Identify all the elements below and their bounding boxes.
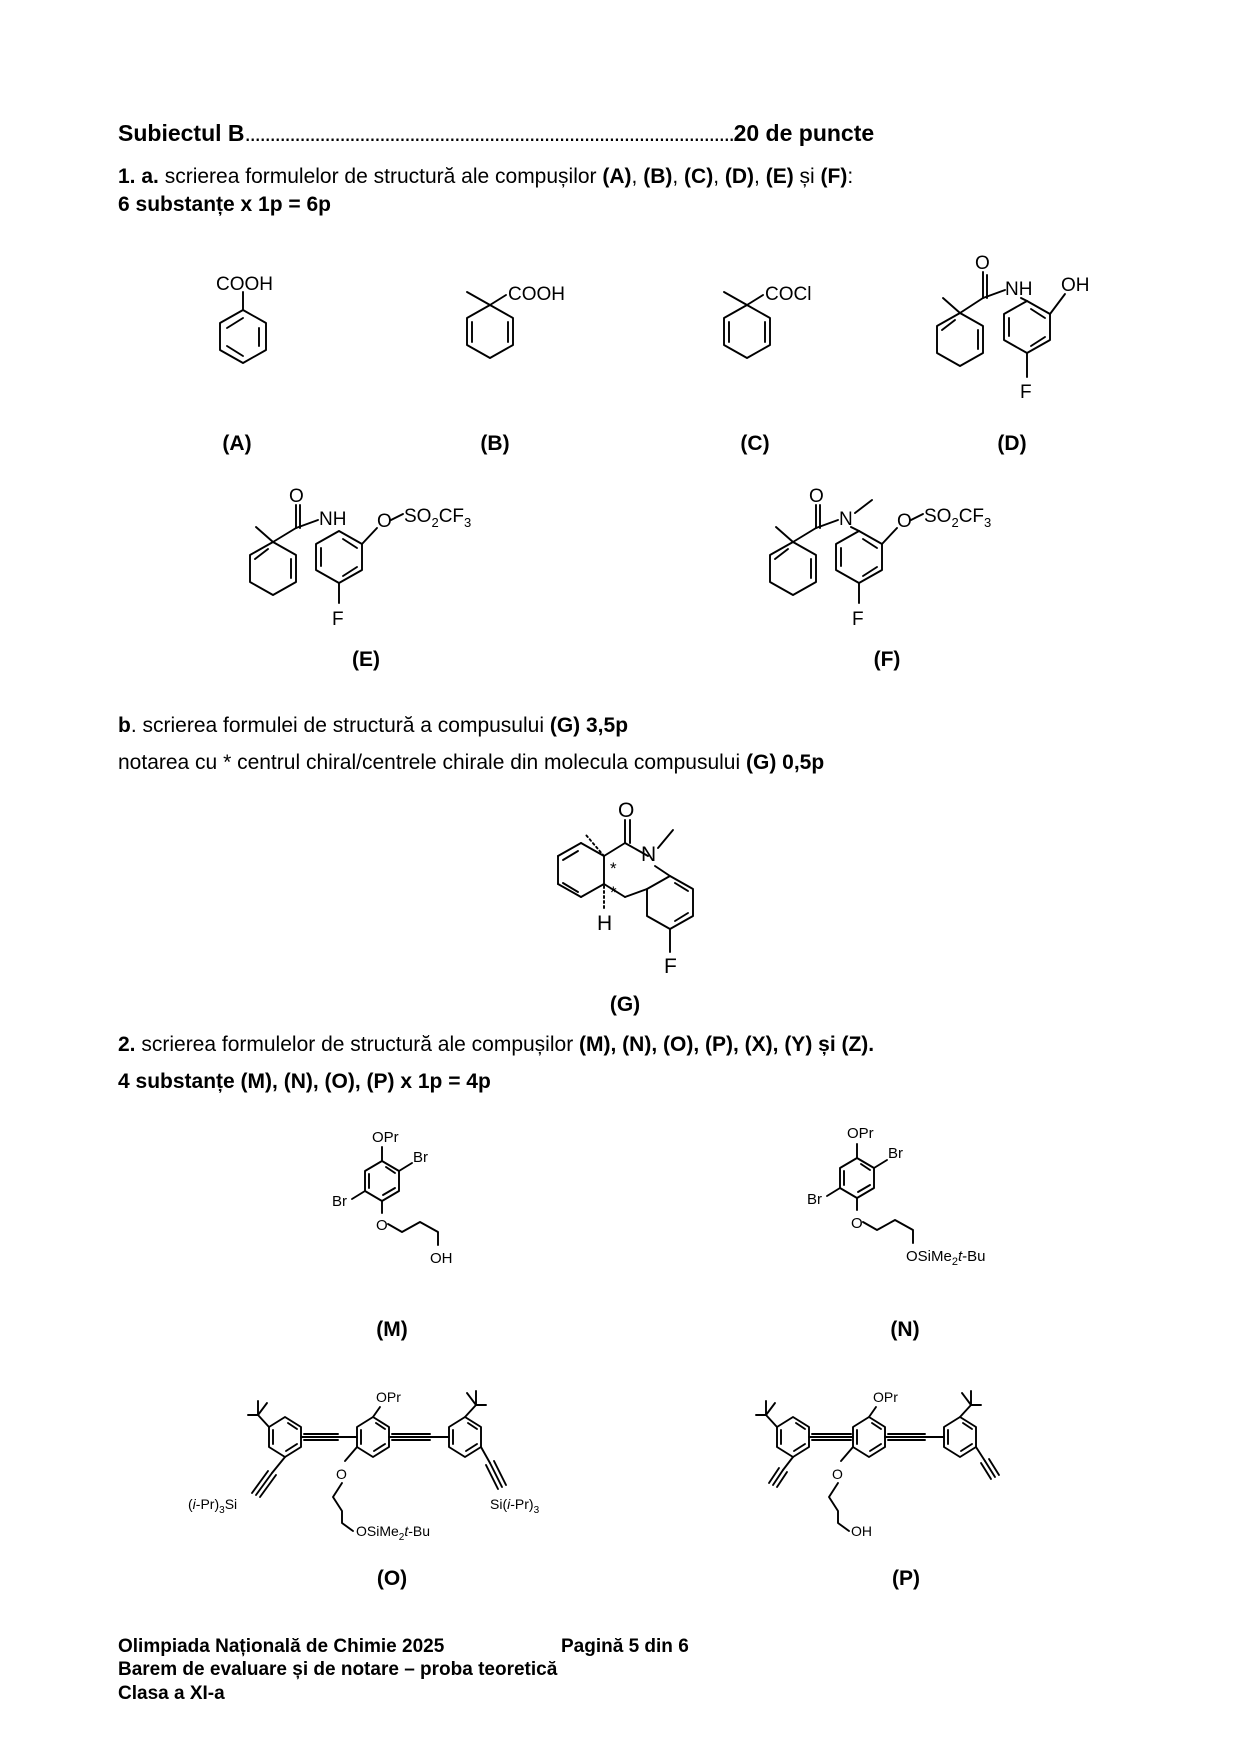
footer-barem: Barem de evaluare și de notare – proba teoretică (118, 1659, 558, 1680)
q1a-instruction: scrierea formulelor de structură ale compușilor (158, 165, 603, 188)
tips-left: $(i-Pr)_3Si$ (188, 1496, 238, 1516)
label-m: (M) (376, 1318, 408, 1341)
q2-compound-list: (M), (N), (O), (P), (X), (Y) și (Z). (579, 1033, 875, 1056)
q2-score: 4 substanțe (M), (N), (O), (P) x 1p = 4p (118, 1070, 491, 1093)
br-label: Br (888, 1145, 903, 1162)
label-n: (N) (890, 1318, 920, 1341)
cooh-label: COOH (216, 274, 273, 295)
br-label: Br (807, 1191, 822, 1208)
chiral-star: * (610, 883, 617, 902)
chiral-star: * (610, 859, 617, 878)
h-label: H (597, 912, 613, 935)
label-p: (P) (892, 1567, 920, 1590)
q1a-number: 1. a. (118, 165, 159, 188)
structure-p (745, 1385, 1065, 1555)
label-a: (A) (222, 432, 252, 455)
q1a-score: 6 substanțe x 1p = 6p (118, 193, 331, 216)
label-g: (G) (609, 993, 641, 1016)
label-b: (B) (480, 432, 510, 455)
structure-a (180, 270, 280, 380)
cocl-label: COCl (765, 284, 812, 305)
q1b-letter: b (118, 714, 131, 737)
q1b-line1: b. scrierea formulei de structură a compusului (G) 3,5p (118, 714, 629, 737)
fluorine-label: F (664, 955, 677, 978)
n-label: N (839, 509, 853, 530)
ether-o: O (851, 1215, 863, 1232)
label-e: (E) (352, 648, 380, 671)
ether-o: O (832, 1466, 843, 1482)
structure-b (440, 275, 565, 385)
q1b-line2: notarea cu * centrul chiral/centrele chirale din molecula compusului (G) 0,5p (118, 751, 825, 774)
compound-ref: (D) (724, 165, 755, 188)
leader-dots: .................................................................................................. (244, 120, 734, 146)
compound-ref: (F) (820, 165, 848, 188)
oh-label: OH (851, 1523, 872, 1539)
n-label: N (641, 843, 657, 866)
label-c: (C) (740, 432, 770, 455)
footer-olympiad: Olimpiada Națională de Chimie 2025 (118, 1636, 445, 1657)
otbs-group: OSiMe$_2$t-Bu (356, 1523, 431, 1543)
nh-label: NH (319, 509, 347, 530)
cooh-label: COOH (508, 284, 565, 305)
structure-g (520, 790, 750, 985)
triflate-group: $SO_2CF_3$ (404, 506, 472, 530)
br-label: Br (413, 1149, 428, 1166)
label-o: (O) (376, 1567, 408, 1590)
oh-label: OH (430, 1250, 453, 1267)
tips-right: $Si(i-Pr)_3$ (490, 1496, 540, 1516)
structure-c (697, 275, 817, 385)
label-d: (D) (997, 432, 1027, 455)
q2-number: 2. (118, 1033, 136, 1056)
br-label: Br (332, 1193, 347, 1210)
compound-ref: (B) (643, 165, 673, 188)
carbonyl-o: O (975, 253, 990, 274)
q1b-score2: (G) 0,5p (746, 751, 825, 774)
structure-o (190, 1385, 610, 1555)
section-title (118, 120, 874, 148)
opr-label: OPr (873, 1389, 898, 1405)
section-points: 20 de puncte (733, 120, 875, 146)
page-number: Pagină 5 din 6 (561, 1636, 689, 1657)
opr-label: OPr (372, 1129, 399, 1146)
structure-d (905, 240, 1105, 415)
triflate-o: O (377, 511, 392, 532)
q2-line1: 2. scrierea formulelor de structură ale compușilor (M), (N), (O), (P), (X), (Y) și (Z). (118, 1033, 875, 1056)
compound-ref: (C) (684, 165, 714, 188)
fluorine-label: F (852, 609, 864, 630)
structure-f (745, 470, 1035, 645)
fluorine-label: F (1020, 382, 1032, 403)
q1b-score1: (G) 3,5p (549, 714, 629, 737)
otbs-group: OSiMe$_2$t-Bu (906, 1248, 986, 1268)
section-name: Subiectul B (118, 120, 245, 146)
fluorine-label: F (332, 609, 344, 630)
structure-e (225, 470, 515, 645)
oh-label: OH (1061, 275, 1090, 296)
structure-n (795, 1118, 1055, 1288)
q1a-text: 1. a. scrierea formulelor de structură ale compușilor (A), (B), (C), (D), (E) și (F): (118, 165, 854, 188)
compound-ref: (E) (765, 165, 794, 188)
carbonyl-o: O (618, 799, 635, 822)
structure-m (320, 1125, 500, 1285)
triflate-o: O (897, 511, 912, 532)
nh-label: NH (1005, 279, 1033, 300)
label-f: (F) (873, 648, 901, 671)
compound-ref: (A) (602, 165, 632, 188)
opr-label: OPr (847, 1125, 874, 1142)
carbonyl-o: O (289, 486, 304, 507)
carbonyl-o: O (809, 486, 824, 507)
ether-o: O (336, 1466, 347, 1482)
ether-o: O (376, 1217, 388, 1234)
footer-class: Clasa a XI-a (118, 1683, 225, 1704)
triflate-group: $SO_2CF_3$ (924, 506, 992, 530)
opr-label: OPr (376, 1389, 401, 1405)
